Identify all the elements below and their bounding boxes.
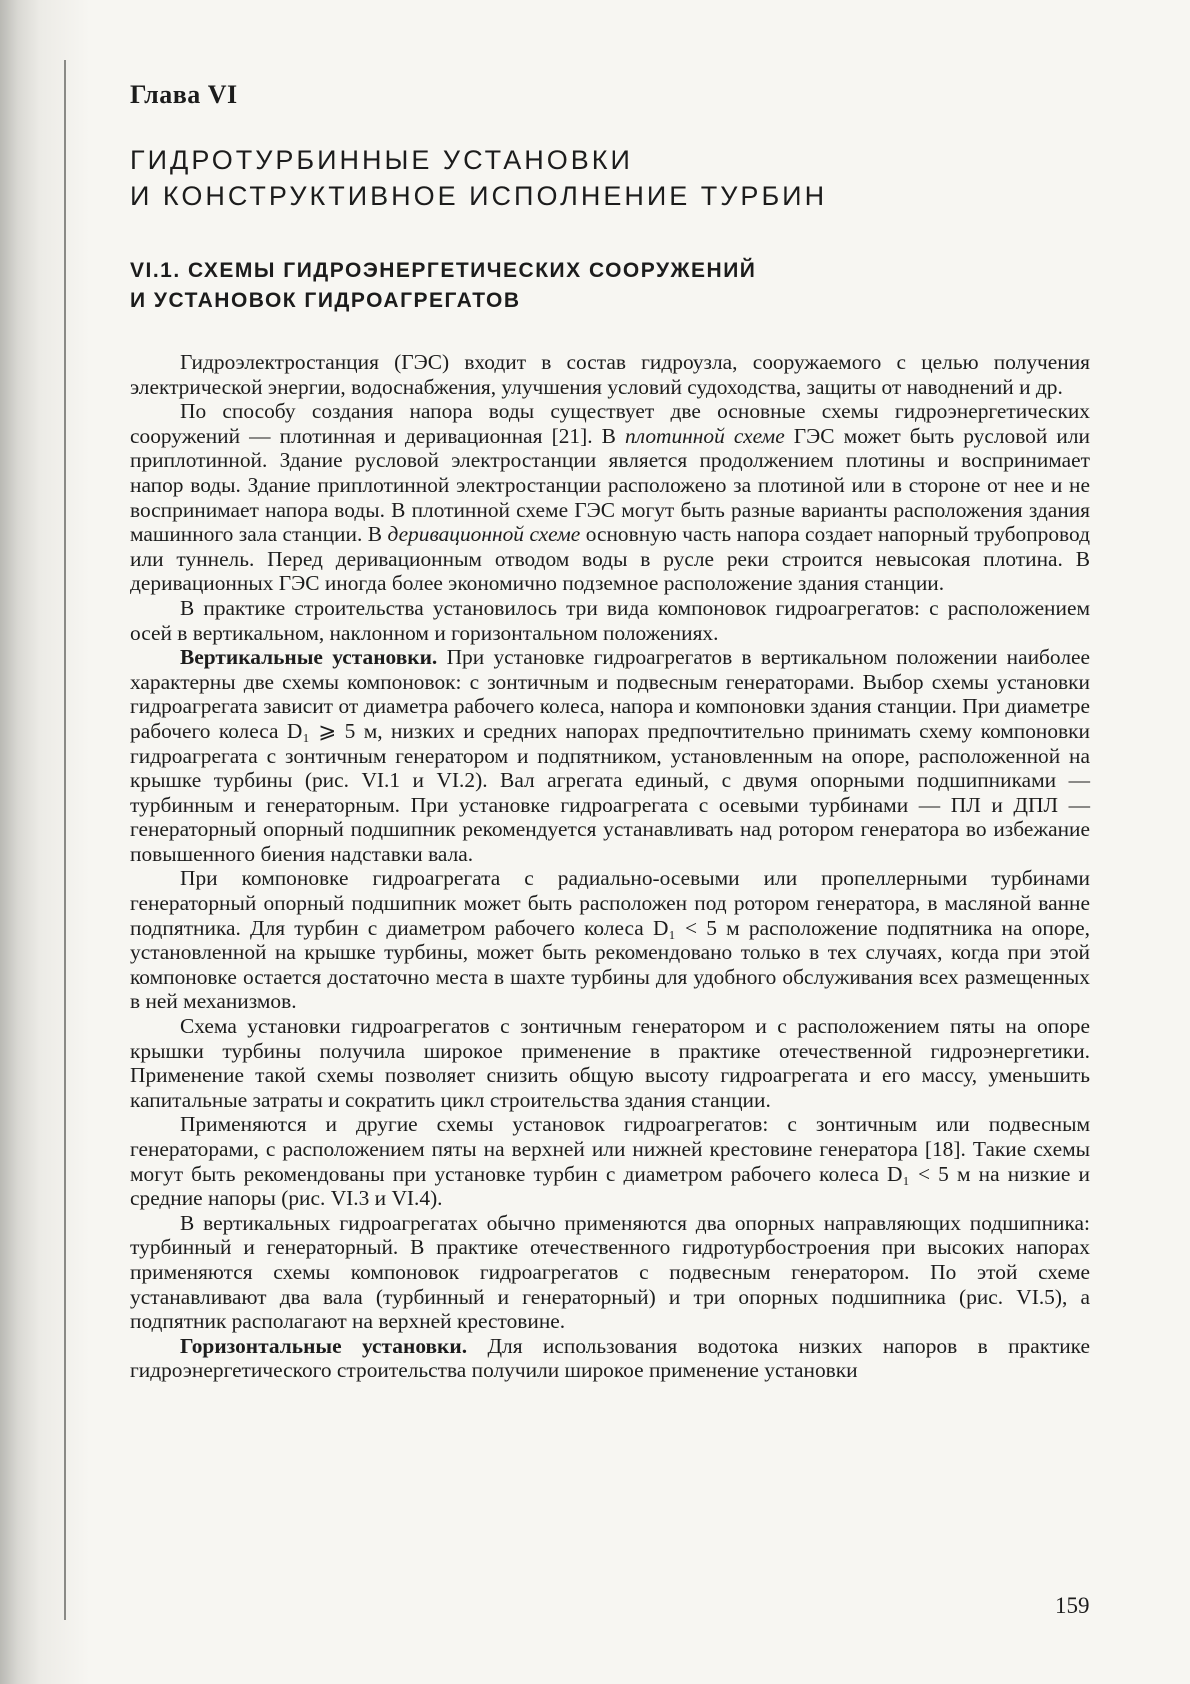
paragraph-4-text: При установке гидроагрегатов в вертикальном положении наиболее характерны две схемы компоновок: с зонтичным и подвесным генераторами. Выбор схемы установки гидроагрегата зависит от диаметра рабочего колеса, напора и компоновки здания станции. При диаметре рабочего колеса D₁ ⩾ 5 м, низких и средних напорах предпочтительно принимать схему компоновки гидроагрегата с зонтичным генератором и подпятником, установленным на опоре, расположенной на крышке турбины (рис. VI.1 и VI.2). Вал агрегата единый, с двумя опорными подшипниками — турбинным и генераторным. При установке гидроагрегата с осевыми турбинами — ПЛ и ДПЛ — генераторный опорный подшипник рекомендуется устанавливать над ротором генератора во избежание повышенного биения надставки вала. xyxy=(130,645,1090,866)
term-derivation-scheme: деривационной схеме xyxy=(387,522,581,547)
chapter-title-line-2: И КОНСТРУКТИВНОЕ ИСПОЛНЕНИЕ ТУРБИН xyxy=(130,181,828,211)
chapter-title xyxy=(130,142,1090,214)
paragraph-7: Применяются и другие схемы установок гидроагрегатов: с зонтичным или подвесным генераторами, с расположением пяты на верхней или нижней крестовине генератора [18]. Такие схемы могут быть рекомендованы при установке турбин с диаметром рабочего колеса D₁ < 5 м на низкие и средние напоры (рис. VI.3 и VI.4). xyxy=(130,1112,1090,1211)
paragraph-2-text-a: По способу создания напора воды существует две основные схемы гидроэнергетических сооружений — плотинная и деривационная [21]. В xyxy=(130,399,1090,448)
paragraph-9-text: Для использования водотока низких напоров в практике гидроэнергетического строительства получили широкое применение установки xyxy=(130,1333,1091,1383)
paragraph-1: Гидроэлектростанция (ГЭС) входит в состав гидроузла, сооружаемого с целью получения электрической энергии, водоснабжения, улучшения условий судоходства, защиты от наводнений и др. xyxy=(130,350,1090,399)
section-title-line-2: И УСТАНОВОК ГИДРОАГРЕГАТОВ xyxy=(130,289,521,312)
chapter-title-line-1: ГИДРОТУРБИННЫЕ УСТАНОВКИ xyxy=(130,145,633,175)
scan-binding-shadow xyxy=(0,0,90,1684)
paragraph-3: В практике строительства установилось три вида компоновок гидроагрегатов: с расположением осей в вертикальном, наклонном и горизонтальном положениях. xyxy=(130,595,1090,645)
book-page xyxy=(130,80,1090,1383)
section-title xyxy=(130,256,1090,316)
chapter-heading xyxy=(130,80,1090,110)
paragraph-2-text-c: основную часть напора создает напорный трубопровод или туннель. Перед деривационным отводом воды в русле реки строится невысокая плотина. В деривационных ГЭС иногда более экономично подземное расположение здания станции. xyxy=(130,522,1090,596)
term-dam-scheme: плотинной схеме xyxy=(625,423,785,448)
scan-binding-line xyxy=(64,60,66,1620)
paragraph-9 xyxy=(130,1334,1090,1383)
page-number: 159 xyxy=(1055,1593,1090,1618)
chapter-label: Глава VI xyxy=(130,80,238,109)
paragraph-2 xyxy=(130,399,1090,596)
horizontal-installations-lead: Горизонтальные установки. xyxy=(180,1333,468,1358)
paragraph-6: Схема установки гидроагрегатов с зонтичным генератором и с расположением пяты на опоре крышки турбины получила широкое применение в практике отечественной гидроэнергетики. Применение такой схемы позволяет снизить общую высоту гидроагрегата и его массу, уменьшить капитальные затраты и сократить цикл строительства здания станции. xyxy=(130,1014,1090,1112)
paragraph-8: В вертикальных гидроагрегатах обычно применяются два опорных направляющих подшипника: турбинный и генераторный. В практике отечественного гидротурбостроения при высоких напорах применяются схемы компоновок гидроагрегатов с подвесным генератором. По этой схеме устанавливают два вала (турбинный и генераторный) и три опорных подшипника (рис. VI.5), а подпятник располагают на верхней крестовине. xyxy=(130,1210,1090,1334)
vertical-installations-lead: Вертикальные установки. xyxy=(180,645,438,670)
section-title-line-1: VI.1. СХЕМЫ ГИДРОЭНЕРГЕТИЧЕСКИХ СООРУЖЕНИЙ xyxy=(130,259,757,282)
paragraph-5: При компоновке гидроагрегата с радиально-осевыми или пропеллерными турбинами генераторный опорный подшипник может быть расположен под ротором генератора, в масляной ванне подпятника. Для турбин с диаметром рабочего колеса D₁ < 5 м расположение подпятника на опоре, установленной на крышке турбины, может быть рекомендовано только в тех случаях, когда при этой компоновке остается достаточно места в шахте турбины для удобного обслуживания всех размещенных в ней механизмов. xyxy=(130,866,1090,1014)
paragraph-4 xyxy=(130,645,1090,866)
paragraph-2-text-b: ГЭС может быть русловой или приплотинной. Здание русловой электростанции является продолжением плотины и воспринимает напор воды. Здание приплотинной электростанции расположено за плотиной или в стороне от нее и не воспринимает напора воды. В плотинной схеме ГЭС могут быть разные варианты расположения здания машинного зала станции. В xyxy=(130,423,1090,547)
